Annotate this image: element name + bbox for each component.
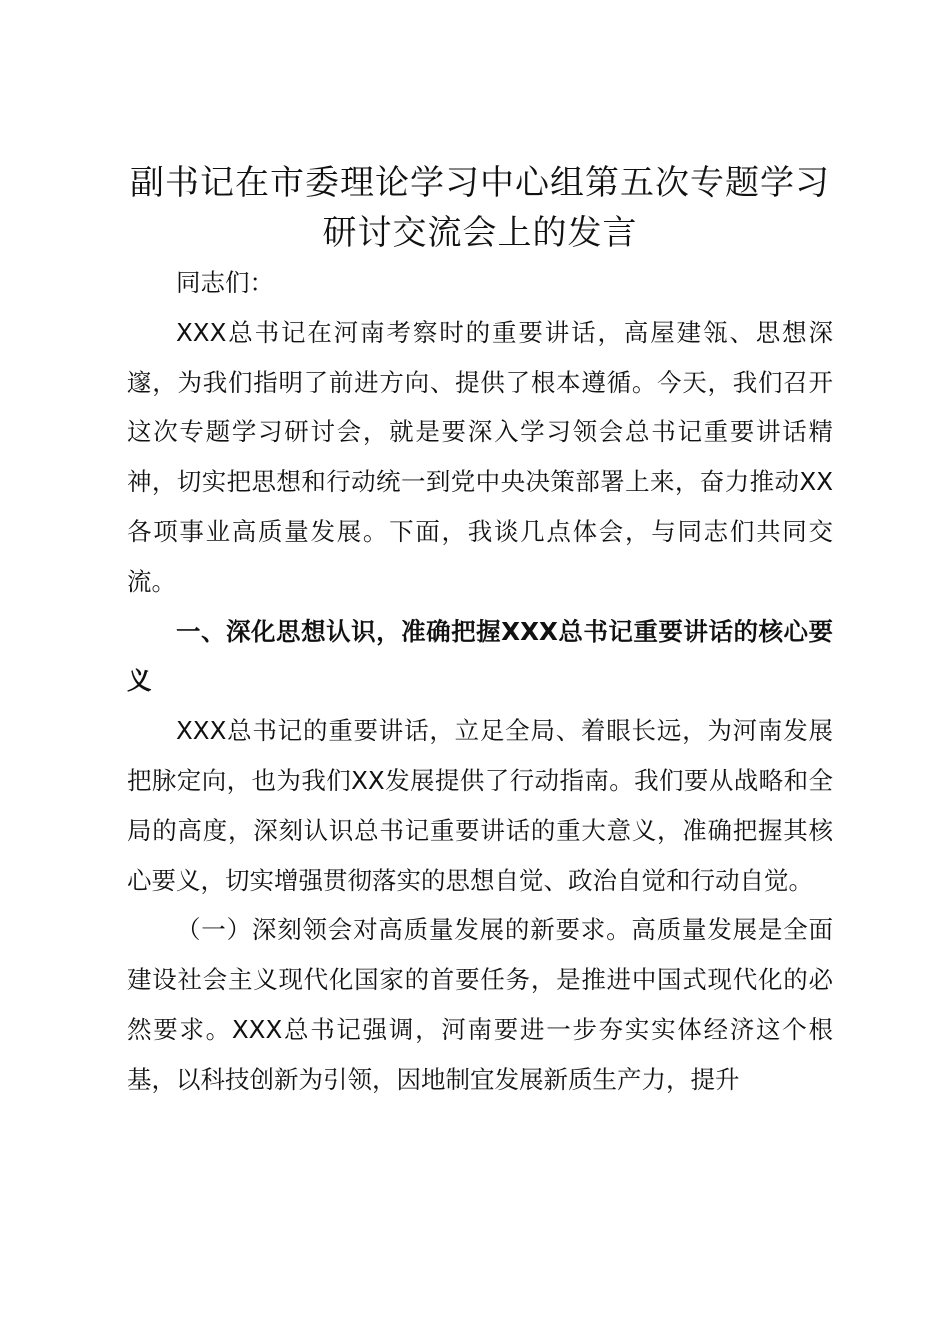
paragraph-subsection-1: （一）深刻领会对高质量发展的新要求。高质量发展是全面建设社会主义现代化国家的首要任务，是推进中国式现代化的必然要求。XXX总书记强调，河南要进一步夯实实体经济这个根基，以科技创新为引领，因地制宜发展新质生产力，提升 xyxy=(127,915,833,1094)
section-heading-1: 一、深化思想认识，准确把握XXX总书记重要讲话的核心要义 xyxy=(127,616,833,696)
title-line-2: 研讨交流会上的发言 xyxy=(322,213,638,253)
paragraph-section-1: XXX总书记的重要讲话，立足全局、着眼长远，为河南发展把脉定向，也为我们XX发展提供了行动指南。我们要从战略和全局的高度，深刻认识总书记重要讲话的重大意义，准确把握其核心要义，切实增强贯彻落实的思想自觉、政治自觉和行动自觉。 xyxy=(127,716,833,895)
document-title xyxy=(127,158,833,258)
salutation: 同志们： xyxy=(176,268,274,297)
document-page xyxy=(127,158,833,1105)
paragraph-intro: XXX总书记在河南考察时的重要讲话，高屋建瓴、思想深邃，为我们指明了前进方向、提供了根本遵循。今天，我们召开这次专题学习研讨会，就是要深入学习领会总书记重要讲话精神，切实把思想和行动统一到党中央决策部署上来，奋力推动XX各项事业高质量发展。下面，我谈几点体会，与同志们共同交流。 xyxy=(127,317,833,596)
title-line-1: 副书记在市委理论学习中心组第五次专题学习 xyxy=(130,163,830,203)
